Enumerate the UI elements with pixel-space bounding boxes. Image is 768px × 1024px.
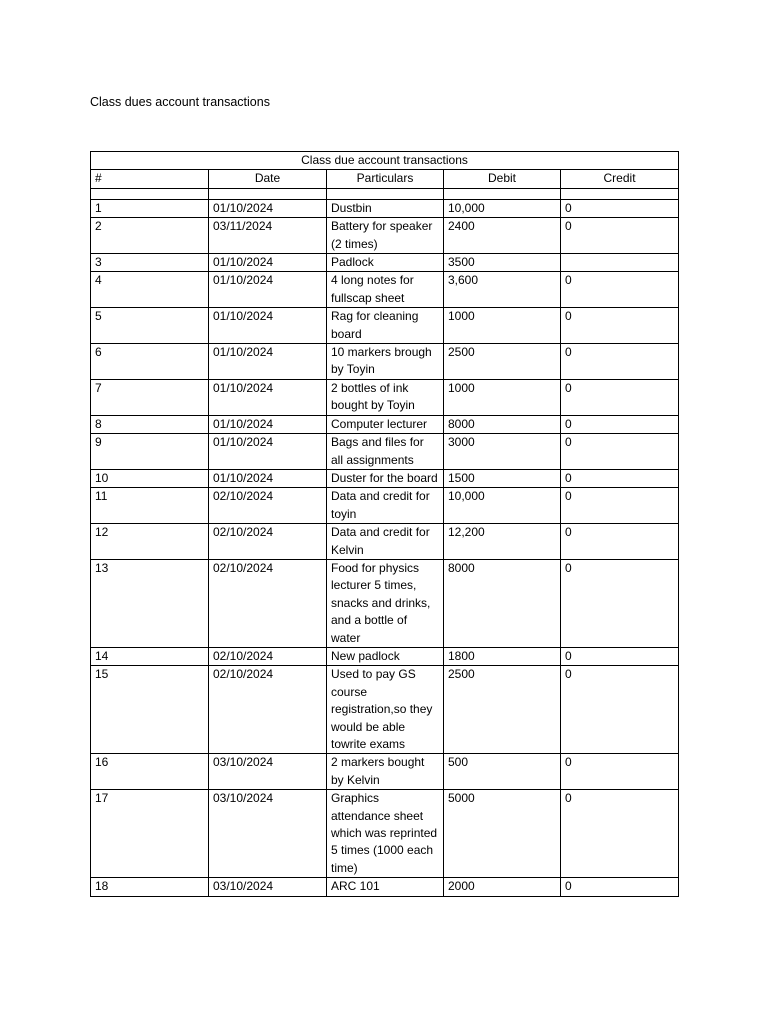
cell-credit: 0 [561, 559, 679, 647]
header-particulars: Particulars [327, 170, 444, 188]
table-row [91, 647, 679, 665]
cell-debit: 12,200 [444, 524, 561, 560]
table-row [91, 524, 679, 560]
cell-debit: 2400 [444, 218, 561, 254]
cell-num: 4 [91, 272, 209, 308]
table-row [91, 254, 679, 272]
cell-credit: 0 [561, 666, 679, 754]
cell-particulars: ARC 101 [327, 878, 444, 896]
header-number: # [91, 170, 209, 188]
cell-credit: 0 [561, 647, 679, 665]
table-row [91, 379, 679, 415]
cell-date: 02/10/2024 [209, 647, 327, 665]
table-caption: Class due account transactions [91, 152, 679, 170]
cell-particulars: Padlock [327, 254, 444, 272]
cell-num: 2 [91, 218, 209, 254]
cell-debit: 1800 [444, 647, 561, 665]
cell-num: 12 [91, 524, 209, 560]
cell-debit: 10,000 [444, 488, 561, 524]
cell-credit: 0 [561, 344, 679, 380]
cell-date: 01/10/2024 [209, 415, 327, 433]
cell-particulars: Duster for the board [327, 469, 444, 487]
cell-date: 01/10/2024 [209, 434, 327, 470]
cell-credit: 0 [561, 272, 679, 308]
table-row [91, 344, 679, 380]
cell-num: 5 [91, 308, 209, 344]
cell-credit [561, 254, 679, 272]
cell-credit: 0 [561, 218, 679, 254]
cell-credit: 0 [561, 790, 679, 878]
cell-debit: 1000 [444, 308, 561, 344]
cell-date: 01/10/2024 [209, 379, 327, 415]
table-row [91, 878, 679, 896]
cell-particulars: Data and credit for toyin [327, 488, 444, 524]
cell-date: 02/10/2024 [209, 666, 327, 754]
cell-particulars: 10 markers brough by Toyin [327, 344, 444, 380]
cell-date: 01/10/2024 [209, 272, 327, 308]
table-row [91, 666, 679, 754]
cell-particulars: Graphics attendance sheet which was reprinted 5 times (1000 each time) [327, 790, 444, 878]
cell-num: 8 [91, 415, 209, 433]
table-row [91, 218, 679, 254]
cell-date: 02/10/2024 [209, 524, 327, 560]
table-row [91, 488, 679, 524]
table-row [91, 415, 679, 433]
cell-date: 01/10/2024 [209, 469, 327, 487]
cell-date: 01/10/2024 [209, 199, 327, 217]
table-row [91, 754, 679, 790]
cell-num: 15 [91, 666, 209, 754]
cell-date: 03/10/2024 [209, 878, 327, 896]
table-row [91, 272, 679, 308]
cell-num: 13 [91, 559, 209, 647]
header-debit: Debit [444, 170, 561, 188]
cell-debit: 500 [444, 754, 561, 790]
cell-credit: 0 [561, 524, 679, 560]
cell-particulars: Rag for cleaning board [327, 308, 444, 344]
table-body [91, 199, 679, 896]
cell-debit: 3,600 [444, 272, 561, 308]
cell-credit: 0 [561, 379, 679, 415]
cell-debit: 8000 [444, 559, 561, 647]
cell-num: 18 [91, 878, 209, 896]
cell-particulars: 4 long notes for fullscap sheet [327, 272, 444, 308]
cell-credit: 0 [561, 434, 679, 470]
cell-particulars: Food for physics lecturer 5 times, snacks and drinks, and a bottle of water [327, 559, 444, 647]
table-caption-row [91, 152, 679, 170]
table-row [91, 199, 679, 217]
cell-debit: 1500 [444, 469, 561, 487]
cell-date: 01/10/2024 [209, 344, 327, 380]
cell-particulars: 2 bottles of ink bought by Toyin [327, 379, 444, 415]
cell-num: 10 [91, 469, 209, 487]
cell-particulars: Bags and files for all assignments [327, 434, 444, 470]
cell-credit: 0 [561, 488, 679, 524]
cell-credit: 0 [561, 754, 679, 790]
cell-date: 03/11/2024 [209, 218, 327, 254]
empty-row [91, 188, 679, 199]
cell-debit: 3000 [444, 434, 561, 470]
table-row [91, 559, 679, 647]
cell-debit: 10,000 [444, 199, 561, 217]
cell-particulars: Data and credit for Kelvin [327, 524, 444, 560]
cell-date: 03/10/2024 [209, 754, 327, 790]
table-header-row [91, 170, 679, 188]
cell-particulars: Battery for speaker (2 times) [327, 218, 444, 254]
cell-particulars: Used to pay GS course registration,so they would be able towrite exams [327, 666, 444, 754]
cell-credit: 0 [561, 308, 679, 344]
cell-date: 01/10/2024 [209, 308, 327, 344]
cell-num: 16 [91, 754, 209, 790]
cell-debit: 5000 [444, 790, 561, 878]
cell-num: 9 [91, 434, 209, 470]
table-row [91, 434, 679, 470]
cell-particulars: Dustbin [327, 199, 444, 217]
document-heading: Class dues account transactions [90, 95, 270, 109]
cell-num: 11 [91, 488, 209, 524]
cell-particulars: New padlock [327, 647, 444, 665]
cell-date: 03/10/2024 [209, 790, 327, 878]
cell-num: 6 [91, 344, 209, 380]
cell-debit: 3500 [444, 254, 561, 272]
cell-credit: 0 [561, 878, 679, 896]
table-row [91, 469, 679, 487]
cell-credit: 0 [561, 415, 679, 433]
cell-date: 02/10/2024 [209, 488, 327, 524]
transactions-table [90, 151, 679, 897]
cell-date: 01/10/2024 [209, 254, 327, 272]
header-credit: Credit [561, 170, 679, 188]
cell-particulars: 2 markers bought by Kelvin [327, 754, 444, 790]
cell-num: 7 [91, 379, 209, 415]
cell-debit: 8000 [444, 415, 561, 433]
cell-credit: 0 [561, 469, 679, 487]
cell-num: 17 [91, 790, 209, 878]
cell-num: 3 [91, 254, 209, 272]
cell-debit: 2500 [444, 344, 561, 380]
cell-credit: 0 [561, 199, 679, 217]
cell-debit: 2500 [444, 666, 561, 754]
cell-debit: 1000 [444, 379, 561, 415]
cell-date: 02/10/2024 [209, 559, 327, 647]
cell-num: 14 [91, 647, 209, 665]
cell-debit: 2000 [444, 878, 561, 896]
table-row [91, 308, 679, 344]
cell-particulars: Computer lecturer [327, 415, 444, 433]
header-date: Date [209, 170, 327, 188]
table-row [91, 790, 679, 878]
cell-num: 1 [91, 199, 209, 217]
